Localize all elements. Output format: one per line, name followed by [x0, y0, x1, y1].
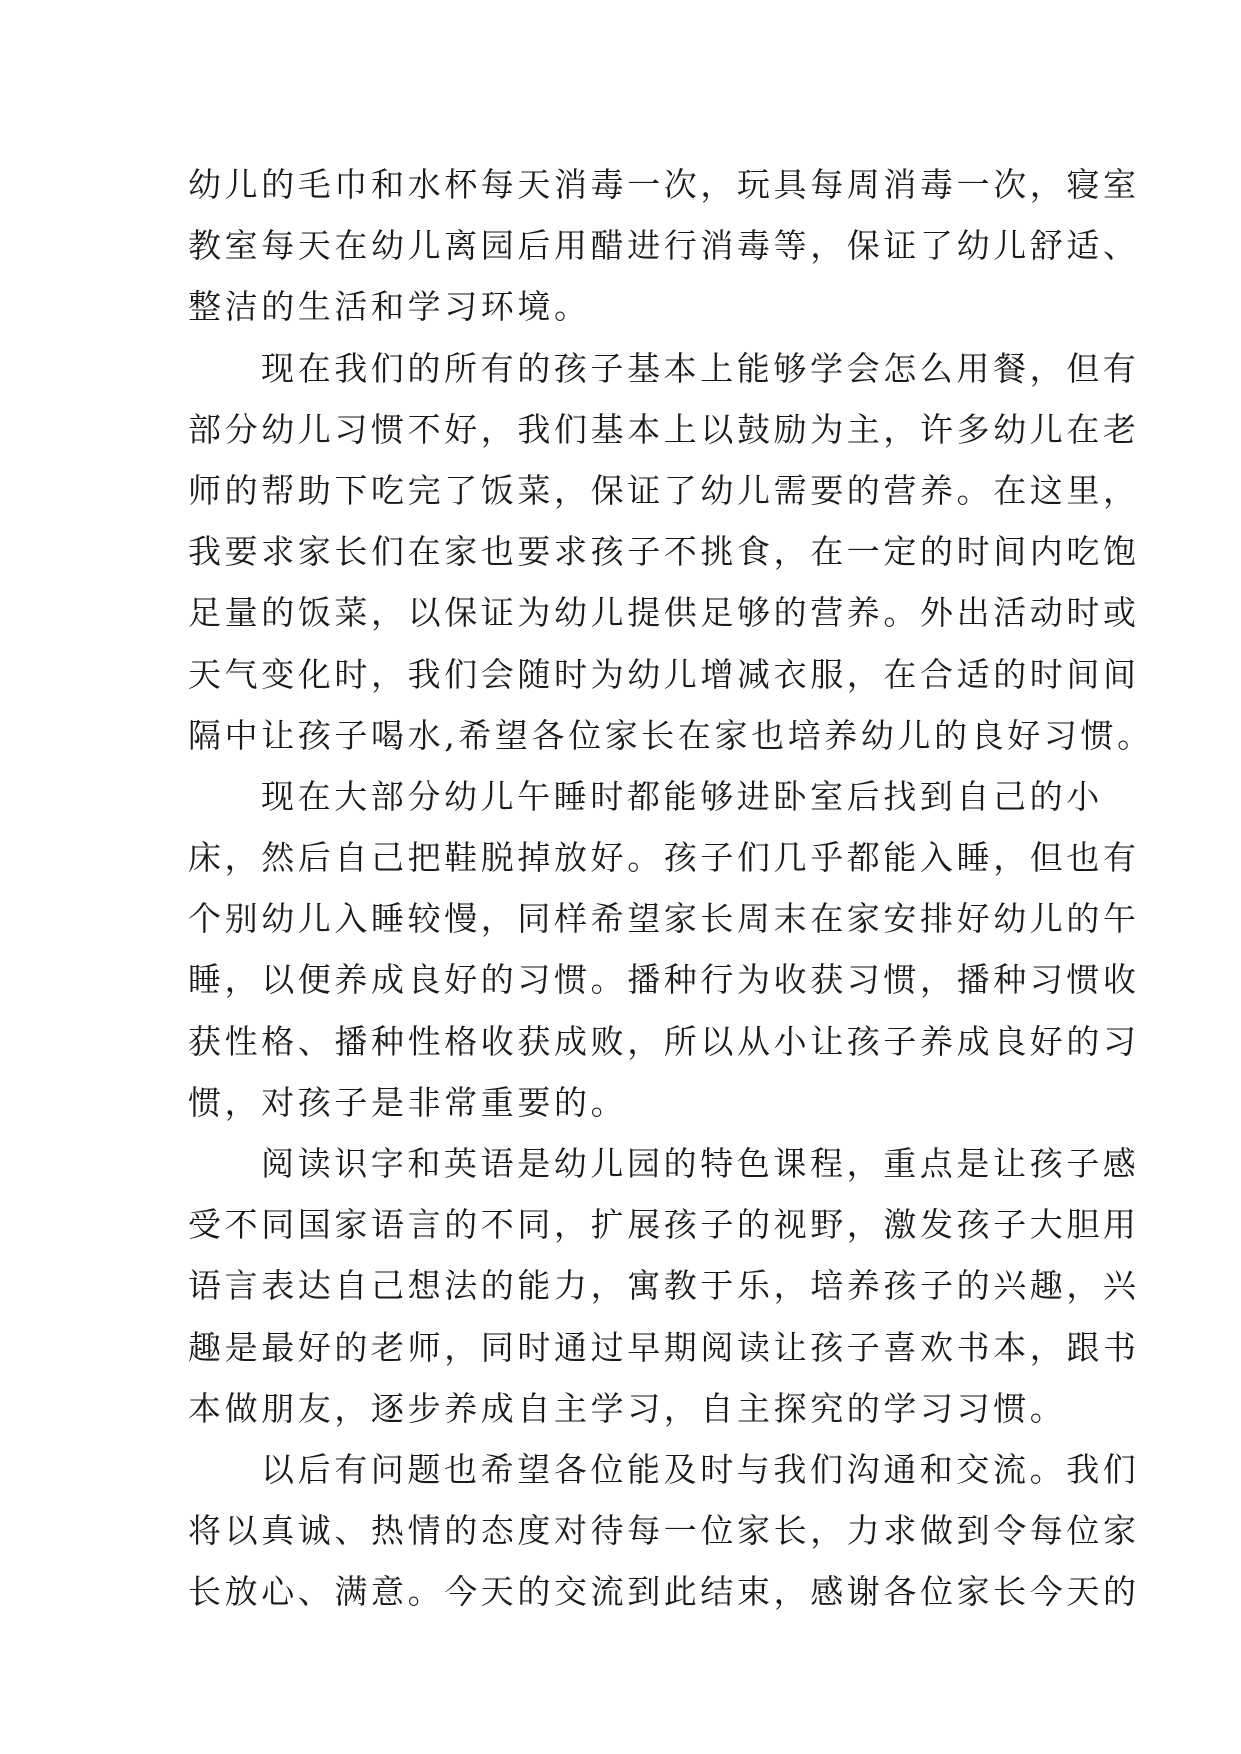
text-line: 整洁的生活和学习环境。	[188, 287, 591, 327]
text-line: 足量的饭菜，以保证为幼儿提供足够的营养。外出活动时或	[188, 593, 1140, 633]
text-line: 惯，对孩子是非常重要的。	[188, 1082, 628, 1122]
document-body	[188, 154, 1154, 1623]
paragraph-3	[188, 766, 1140, 1133]
paragraph-5	[188, 1439, 1140, 1623]
paragraph-2	[188, 338, 1154, 766]
text-line: 床，然后自己把鞋脱掉放好。孩子们几乎都能入睡，但也有	[188, 838, 1140, 878]
text-line: 现在大部分幼儿午睡时都能够进卧室后找到自己的小	[261, 776, 1103, 816]
text-line: 以后有问题也希望各位能及时与我们沟通和交流。我们	[261, 1449, 1140, 1489]
text-line: 教室每天在幼儿离园后用醋进行消毒等，保证了幼儿舒适、	[188, 226, 1140, 266]
text-line: 本做朋友，逐步养成自主学习，自主探究的学习习惯。	[188, 1388, 1067, 1428]
text-line: 受不同国家语言的不同，扩展孩子的视野，激发孩子大胆用	[188, 1205, 1140, 1245]
text-line: 语言表达自己想法的能力，寓教于乐，培养孩子的兴趣，兴	[188, 1266, 1140, 1306]
text-line: 趣是最好的老师，同时通过早期阅读让孩子喜欢书本，跟书	[188, 1327, 1140, 1367]
text-line: 长放心、满意。今天的交流到此结束，感谢各位家长今天的	[188, 1572, 1140, 1612]
text-line: 将以真诚、热情的态度对待每一位家长，力求做到令每位家	[188, 1511, 1140, 1551]
text-line: 我要求家长们在家也要求孩子不挑食，在一定的时间内吃饱	[188, 532, 1140, 572]
text-line: 隔中让孩子喝水,希望各位家长在家也培养幼儿的良好习惯。	[188, 715, 1154, 755]
text-line: 阅读识字和英语是幼儿园的特色课程，重点是让孩子感	[261, 1144, 1140, 1183]
text-line: 睡，以便养成良好的习惯。播种行为收获习惯，播种习惯收	[188, 960, 1140, 1000]
text-line: 师的帮助下吃完了饭菜，保证了幼儿需要的营养。在这里，	[188, 470, 1140, 510]
text-line: 现在我们的所有的孩子基本上能够学会怎么用餐，但有	[261, 348, 1140, 388]
paragraph-4	[188, 1133, 1140, 1439]
text-line: 部分幼儿习惯不好，我们基本上以鼓励为主，许多幼儿在老	[188, 409, 1140, 449]
text-line: 个别幼儿入睡较慢，同样希望家长周末在家安排好幼儿的午	[188, 899, 1140, 939]
paragraph-1	[188, 154, 1140, 338]
text-line: 幼儿的毛巾和水杯每天消毒一次，玩具每周消毒一次，寝室	[188, 165, 1140, 204]
text-line: 天气变化时，我们会随时为幼儿增减衣服，在合适的时间间	[188, 654, 1140, 694]
text-line: 获性格、播种性格收获成败，所以从小让孩子养成良好的习	[188, 1021, 1140, 1061]
